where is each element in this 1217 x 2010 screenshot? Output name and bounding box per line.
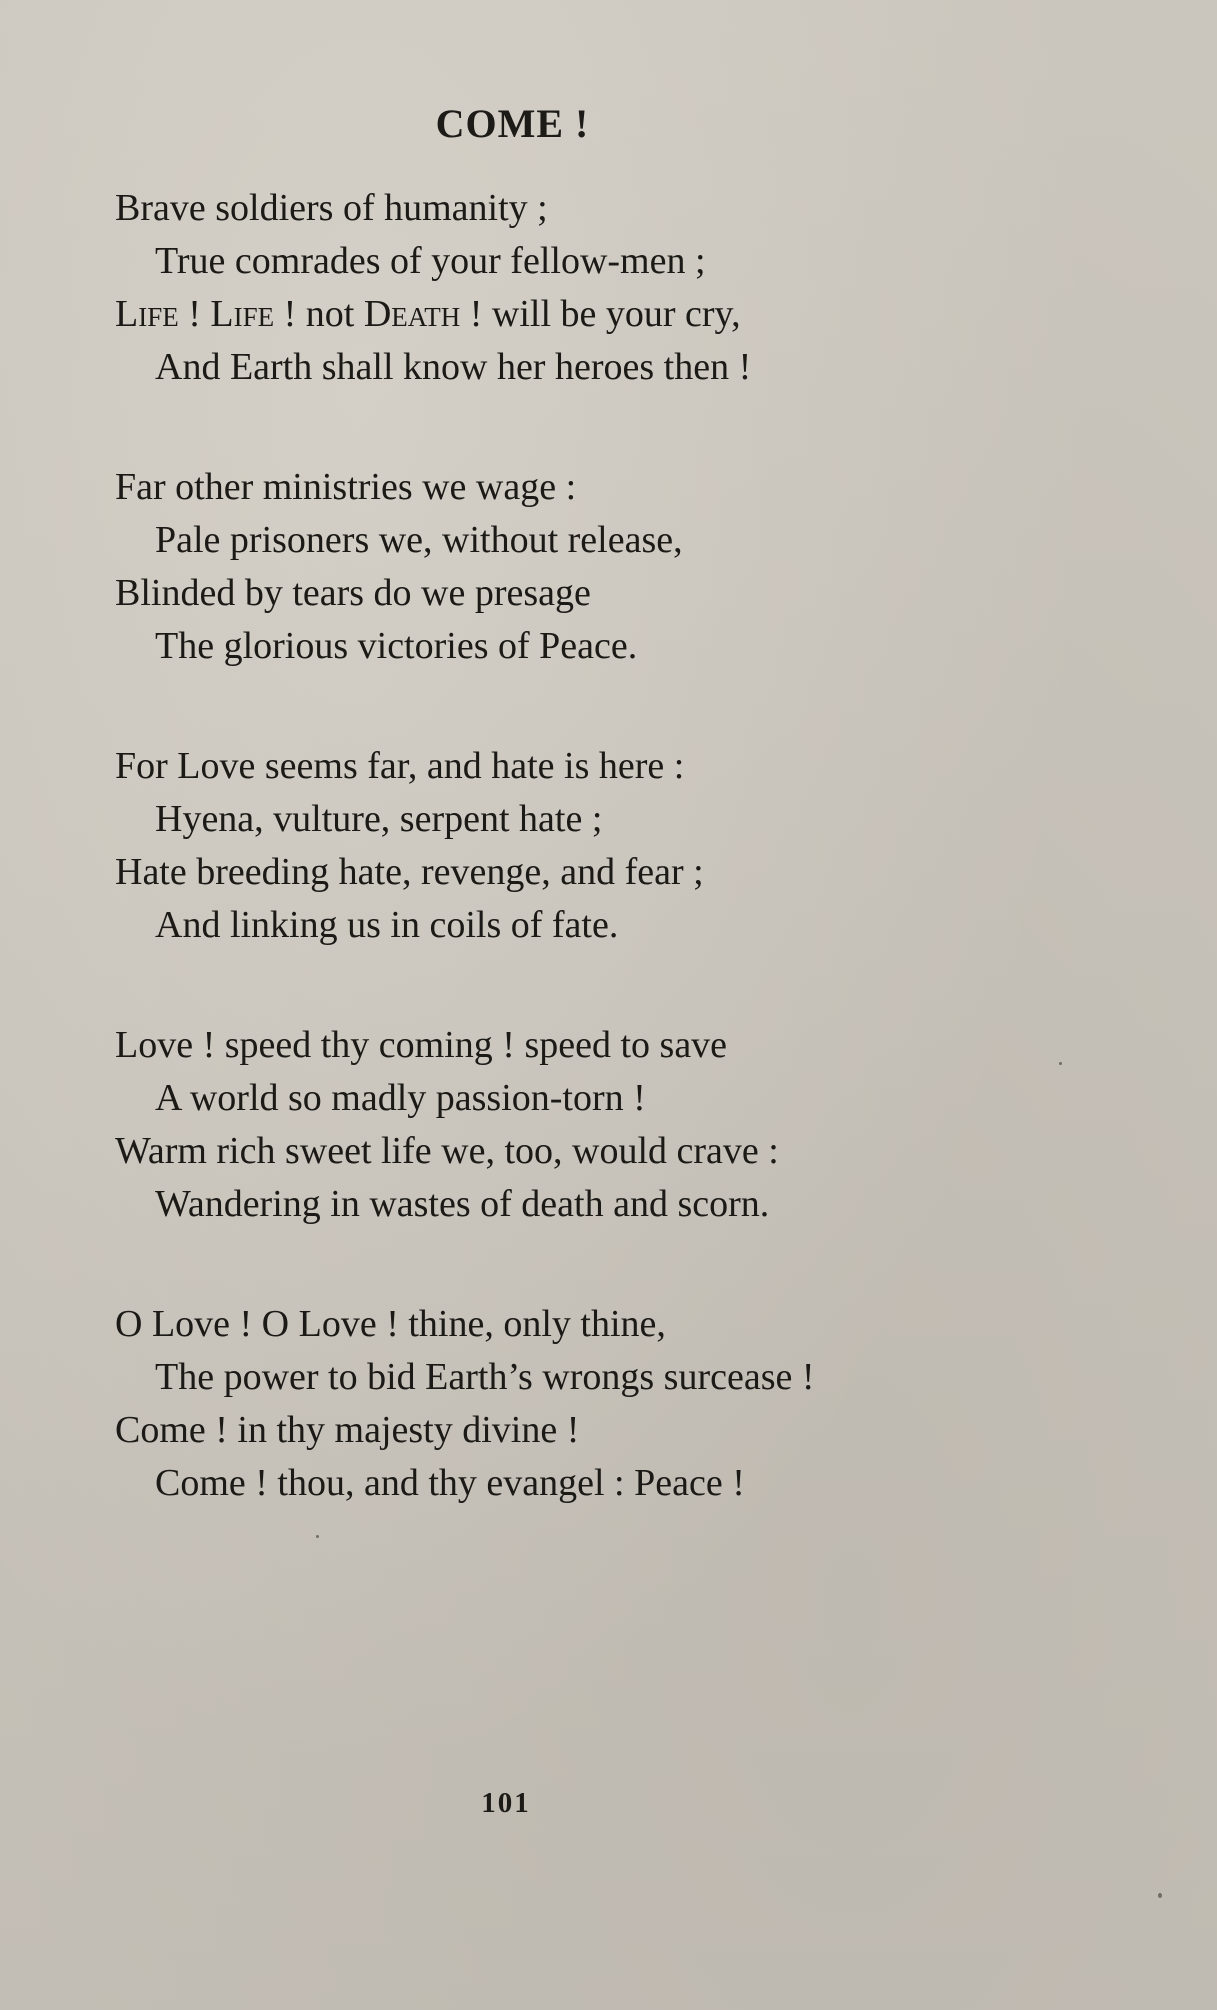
line-fragment: !	[178, 293, 211, 335]
stanza	[115, 1019, 1115, 1231]
stanza	[115, 1298, 1115, 1510]
line-fragment: ! not	[274, 293, 364, 335]
stanza	[115, 740, 1115, 952]
poem-line: Blinded by tears do we presage	[115, 572, 591, 614]
poem-line: Pale prisoners we, without release,	[155, 519, 683, 561]
poem-line: Hate breeding hate, revenge, and fear ;	[115, 851, 704, 893]
poem-line: Wandering in wastes of death and scorn.	[155, 1183, 770, 1225]
small-caps-word: Life	[210, 293, 275, 335]
poem-body	[115, 182, 1115, 1577]
paper-speck	[316, 1535, 319, 1538]
poem-line: The glorious victories of Peace.	[155, 625, 638, 667]
poem-line: Brave soldiers of humanity ;	[115, 187, 548, 229]
line-fragment: ! will be your cry,	[460, 293, 741, 335]
stanza	[115, 461, 1115, 673]
poem-line: The power to bid Earth’s wrongs surcease !	[155, 1356, 815, 1398]
poem-line: And linking us in coils of fate.	[155, 904, 619, 946]
poem-line: Love ! speed thy coming ! speed to save	[115, 1024, 728, 1066]
poem-line: And Earth shall know her heroes then !	[155, 346, 752, 388]
small-caps-word: Life	[115, 293, 179, 335]
poem-title: COME !	[435, 101, 590, 146]
poem-line	[115, 288, 1115, 341]
page-number: 101	[481, 1787, 531, 1819]
poem-line: Far other ministries we wage :	[115, 466, 577, 508]
poem-line: True comrades of your fellow-men ;	[155, 240, 706, 282]
poem-line: O Love ! O Love ! thine, only thine,	[115, 1303, 666, 1345]
paper-speck	[1059, 1062, 1062, 1065]
poem-line: For Love seems far, and hate is here :	[115, 745, 685, 787]
poem-line: Hyena, vulture, serpent hate ;	[155, 798, 603, 840]
poem-line: A world so madly passion-torn !	[155, 1077, 646, 1119]
stanza	[115, 182, 1115, 394]
small-caps-word: Death	[363, 293, 461, 335]
poem-line: Come ! in thy majesty divine !	[115, 1409, 580, 1451]
poem-line: Warm rich sweet life we, too, would crave :	[115, 1130, 779, 1172]
poem-line: Come ! thou, and thy evangel : Peace !	[155, 1462, 745, 1504]
paper-speck	[1158, 1893, 1162, 1898]
